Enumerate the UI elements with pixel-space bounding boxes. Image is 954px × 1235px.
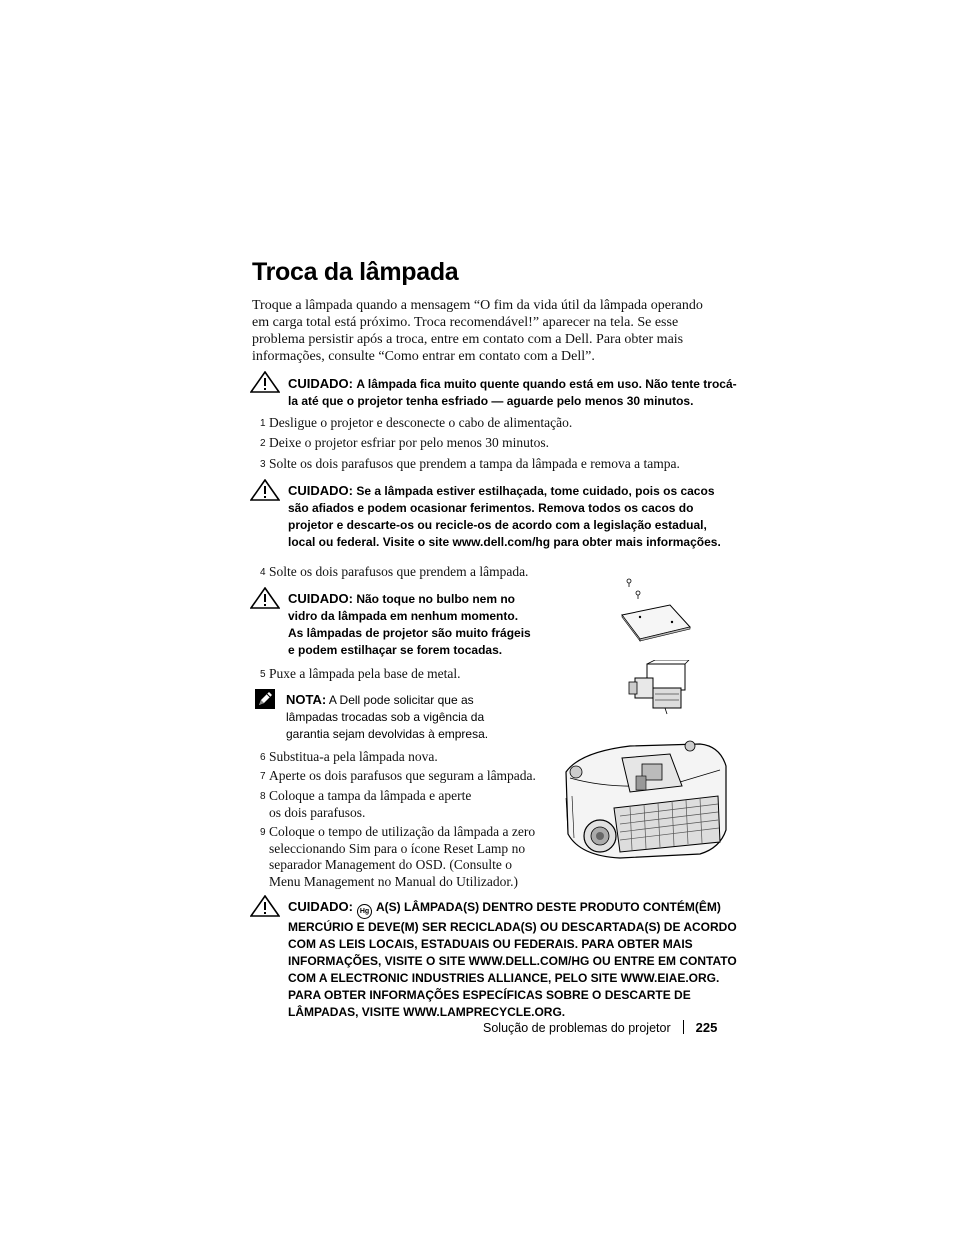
caution-text: MERCÚRIO E DEVE(M) SER RECICLADA(S) OU DESCARTADA(S) DE ACORDO <box>288 920 737 934</box>
caution-text: são afiados e podem ocasionar ferimentos. Remova todos os cacos do <box>288 501 694 515</box>
intro-line: em carga total está próximo. Troca recomendável!” aparecer na tela. Se esse <box>252 315 679 330</box>
intro-line: Troque a lâmpada quando a mensagem “O fim da vida útil da lâmpada operando <box>252 298 703 313</box>
step-number: 6 <box>260 752 266 763</box>
caution-text: e podem estilhaçar se forem tocadas. <box>288 643 503 657</box>
intro-line: problema persistir após a troca, entre em contato com a Dell. Para obter mais <box>252 332 684 347</box>
caution-text: COM AS LEIS LOCAIS, ESTADUAIS OU FEDERAIS. PARA OBTER MAIS <box>288 937 693 951</box>
footer-section-title: Solução de problemas do projetor <box>483 1021 671 1035</box>
step-text: Solte os dois parafusos que prendem a tampa da lâmpada e remova a tampa. <box>269 456 680 471</box>
step-number: 4 <box>260 567 266 578</box>
caution-text: Não toque no bulbo nem no <box>356 592 515 606</box>
step-text: Aperte os dois parafusos que seguram a lâmpada. <box>269 768 536 783</box>
step-text: Puxe a lâmpada pela base de metal. <box>269 666 461 681</box>
page-title: Troca da lâmpada <box>252 258 459 286</box>
intro-line: informações, consulte “Como entrar em contato com a Dell”. <box>252 349 595 364</box>
step-text: Coloque o tempo de utilização da lâmpada a zero <box>269 824 536 839</box>
step-number: 9 <box>260 827 266 838</box>
caution-text: local ou federal. Visite o site www.dell.com/hg para obter mais informações. <box>288 535 721 549</box>
note-text: lâmpadas trocadas sob a vigência da <box>286 710 485 724</box>
warning-triangle-icon <box>250 479 280 501</box>
step-number: 7 <box>260 771 266 782</box>
lamp-cover-illustration <box>600 575 700 645</box>
step-text: seleccionando Sim para o ícone <box>269 840 444 856</box>
mercury-hg-icon: Hg <box>357 904 372 919</box>
step-text: Substitua-a pela lâmpada nova. <box>269 749 438 764</box>
caution-text: A(S) LÂMPADA(S) DENTRO DESTE PRODUTO CONTÉM(ÊM) <box>376 900 721 914</box>
caution-label: CUIDADO: <box>288 591 353 606</box>
caution-text: LÂMPADAS, VISITE WWW.LAMPRECYCLE.ORG. <box>288 1005 566 1019</box>
note-text: A Dell pode solicitar que as <box>328 693 474 707</box>
caution-text: la até que o projetor tenha esfriado — aguarde pelo menos 30 minutos. <box>288 394 694 408</box>
caution-label: CUIDADO: <box>288 483 353 498</box>
step-number: 2 <box>260 438 266 449</box>
warning-triangle-icon <box>250 895 280 917</box>
step-text: Deixe o projetor esfriar por pelo menos 30 minutos. <box>269 435 550 450</box>
step-text: Menu Management no Manual do Utilizador.) <box>269 873 518 889</box>
caution-text: PARA OBTER INFORMAÇÕES ESPECÍFICAS SOBRE O DESCARTE DE <box>288 988 691 1002</box>
caution-text: A lâmpada fica muito quente quando está em uso. Não tente trocá- <box>356 377 737 391</box>
caution-label: CUIDADO: <box>288 376 353 391</box>
caution-text: As lâmpadas de projetor são muito frágeis <box>288 626 531 640</box>
caution-text: projetor e descarte-os ou recicle-os de acordo com a legislação estadual, <box>288 518 707 532</box>
step-number: 8 <box>260 791 266 802</box>
intro-paragraph <box>252 297 732 365</box>
step-text: os dois parafusos. <box>269 804 366 820</box>
pencil-note-icon <box>254 688 276 710</box>
caution-label: CUIDADO: <box>288 899 353 914</box>
step-text: separador Management do OSD. (Consulte o <box>269 857 512 872</box>
page-number: 225 <box>695 1020 718 1035</box>
caution-text: INFORMAÇÕES, VISITE O SITE WWW.DELL.COM/HG OU ENTRE EM CONTATO <box>288 954 737 968</box>
footer-divider <box>683 1020 684 1034</box>
warning-triangle-icon <box>250 587 280 609</box>
note-label: NOTA: <box>286 692 327 707</box>
step-text: Solte os dois parafusos que prendem a lâmpada. <box>269 564 529 579</box>
page-footer <box>483 1020 717 1035</box>
reset-lamp-term: Reset Lamp <box>443 840 509 856</box>
step-number: 5 <box>260 669 266 680</box>
lamp-module-illustration <box>625 660 695 715</box>
note-text: garantia sejam devolvidas à empresa. <box>286 727 489 741</box>
projector-illustration <box>560 738 732 862</box>
step-number: 1 <box>260 418 266 429</box>
step-text: Coloque a tampa da lâmpada e aperte <box>269 788 472 803</box>
caution-text: COM A ELECTRONIC INDUSTRIES ALLIANCE, PELO SITE WWW.EIAE.ORG. <box>288 971 720 985</box>
step-text: Desligue o projetor e desconecte o cabo de alimentação. <box>269 415 573 430</box>
step-text: no <box>508 840 526 856</box>
caution-text: vidro da lâmpada em nenhum momento. <box>288 609 519 623</box>
step-number: 3 <box>260 459 266 470</box>
caution-text: Se a lâmpada estiver estilhaçada, tome cuidado, pois os cacos <box>356 484 715 498</box>
warning-triangle-icon <box>250 371 280 393</box>
